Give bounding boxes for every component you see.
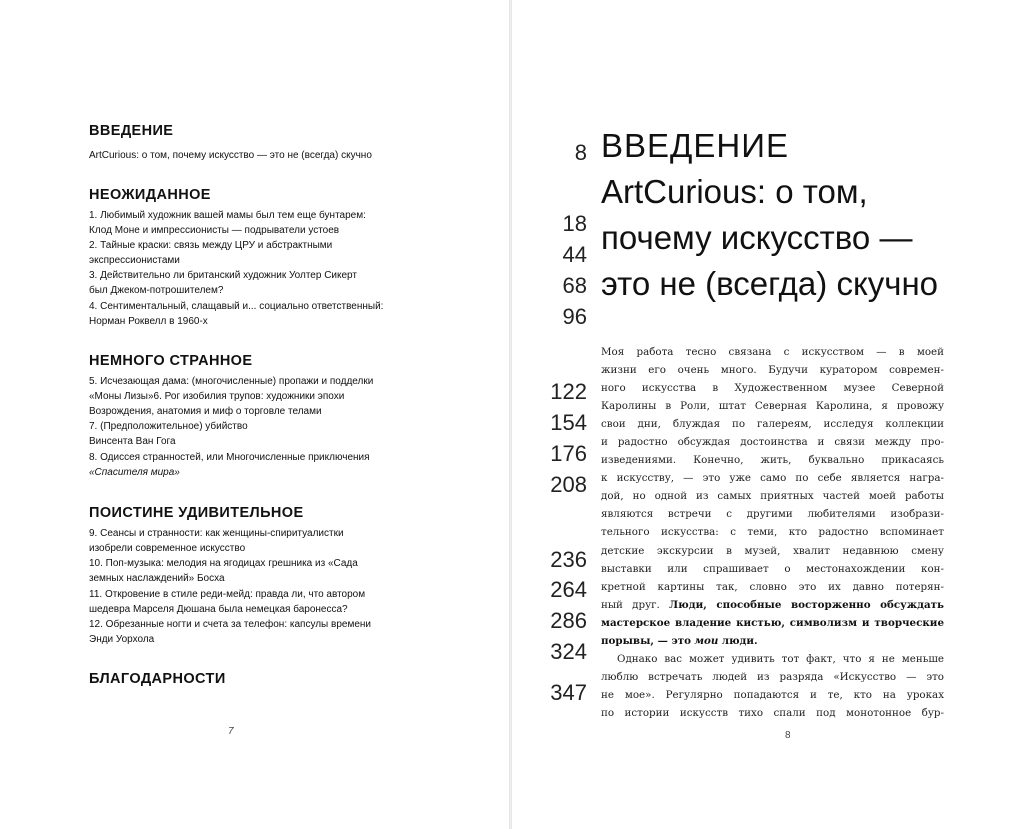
toc-entry: 10. Поп-музыка: мелодия на ягодицах грешника из «Сада земных наслаждений» Босха [89,558,358,584]
chapter-title-line: почему искусство — [601,219,913,256]
toc-page-number: 44 [562,242,587,267]
body-line-bold: мастерское владение кистью, символизм и творческие [601,616,944,629]
toc-page-number: 154 [550,410,587,435]
chapter-title [601,123,938,307]
body-line: жизни его очень много. Будучи куратором современ- [601,364,944,377]
toc-page-number: 96 [562,304,587,329]
body-line: Однако вас может удивить тот факт, что я не меньше [617,652,944,665]
toc-entry: ArtCurious: о том, почему искусство — это не (всегда) скучно [89,150,372,161]
chapter-body [601,343,944,722]
toc-page-number: 347 [550,680,587,705]
toc-entry: 9. Сеансы и странности: как женщины-спиритуалистки изобрели современное искусство [89,528,344,554]
toc-page-number: 286 [550,608,587,633]
body-line: свои дни, блуждая по галереям, исследуя коллекции [601,418,944,431]
toc-page-number: 122 [550,379,587,404]
page-number-right: 8 [785,730,791,741]
toc-entry: 12. Обрезанные ногти и счета за телефон: капсулы времени Энди Уорхола [89,619,372,645]
chapter-title-line: это не (всегда) скучно [601,265,939,302]
toc-page-number: 208 [550,472,587,497]
toc-page-number: 18 [562,211,587,236]
toc-page-number: 68 [562,273,587,298]
toc-entry: 8. Одиссея странностей, или Многочисленные приключения «Спасителя мира» [89,452,370,478]
toc-page-number: 8 [574,140,587,165]
body-line: тельного искусства: с теми, кто радостно вспоминает [601,526,944,539]
toc-page-number: 176 [550,441,587,466]
chapter-title-line: ВВЕДЕНИЕ [601,127,789,164]
body-line: являются встречи с другими любителями изобрази- [601,508,944,521]
toc-entry: 1. Любимый художник вашей мамы был тем еще бунтарем: Клод Моне и импрессионисты — подрыватели устоев [89,210,366,236]
body-line: дой, но одной из самых приятных частей моей работы [601,490,944,503]
toc-entry: 7. (Предположительное) убийство Винсента Ван Гога [89,421,248,447]
body-line-bold: порывы, — это мои люди. [601,634,758,647]
chapter-title-line: ArtCurious: о том, [601,173,868,210]
toc-section-title: ПОИСТИНЕ УДИВИТЕЛЬНОЕ [89,505,304,521]
toc-entry: 11. Откровение в стиле реди-мейд: правда ли, что автором шедевра Марселя Дюшана была немецкая баронесса? [89,589,366,615]
toc-page-number: 264 [550,577,587,602]
body-line: и радостно обсуждая достоинства и связи между про- [601,436,944,449]
toc-page-number: 324 [550,639,587,664]
book-gutter [509,0,512,829]
toc-section-title: ВВЕДЕНИЕ [89,123,174,139]
toc-section-title: НЕМНОГО СТРАННОЕ [89,353,253,369]
body-line: Каролины в Роли, штат Северная Каролина, я провожу [601,400,944,413]
body-line: не мое». Регулярно попадаются и те, кто на уроках [601,688,944,701]
body-line: по истории искусств тихо спали под монотонное бур- [601,706,944,719]
toc-entry: 5. Исчезающая дама: (многочисленные) пропажи и подделки [89,376,374,387]
body-line: к искусству, — это уже само по себе является награ- [601,472,944,485]
body-line: люблю встречать людей из разряда «Искусство — это [601,670,944,683]
toc-section-title: БЛАГОДАРНОСТИ [89,671,226,687]
body-line: кретной картины так, словно это их давно потерян- [601,580,944,593]
toc-entry: 4. Сентиментальный, слащавый и... социально ответственный: Норман Роквелл в 1960-х [89,301,384,327]
toc-entry: 3. Действительно ли британский художник Уолтер Сикерт был Джеком-потрошителем? [89,270,357,296]
page-number-left: 7 [228,726,234,737]
body-line: детские экскурсии в музей, хвалит недавнюю смену [601,544,944,557]
toc-entry: «Моны Лизы»6. Рог изобилия трупов: художники эпохи Возрождения, анатомия и миф о торговле телами [89,391,345,417]
body-line: ного искусства в Художественном музее Северной [601,382,944,395]
body-line: выставки или спрашивает о местонахождении кон- [601,562,944,575]
body-line: изведениями. Конечно, жить, буквально прикасаясь [601,454,944,467]
body-line-mixed: ный друг. Люди, способные восторженно обсуждать [601,598,945,611]
toc-section-title: НЕОЖИДАННОЕ [89,187,211,203]
body-line: Моя работа тесно связана с искусством — в моей [601,346,944,358]
toc-entry: 2. Тайные краски: связь между ЦРУ и абстрактными экспрессионистами [89,240,333,266]
toc-page-number: 236 [550,547,587,572]
